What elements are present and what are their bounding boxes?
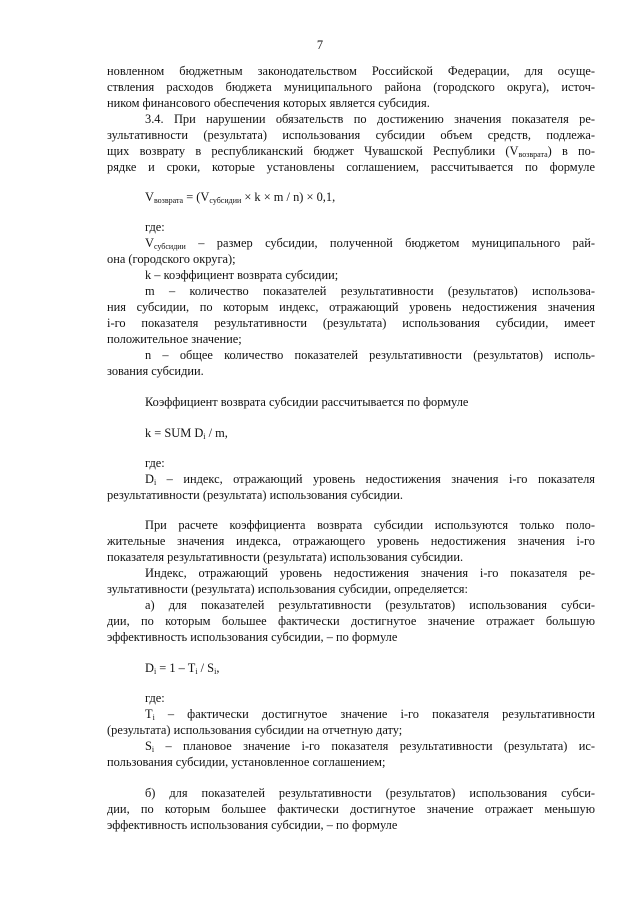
where-label: где:: [145, 456, 165, 470]
text-line: положительное значение;: [107, 332, 242, 346]
text-line: (результата) использования субсидии на отчетную дату;: [107, 723, 403, 737]
text-line: б) для показателей результативности (результатов) использования субси-: [145, 786, 595, 800]
text-line: эффективность использования субсидии, – по формуле: [107, 630, 398, 644]
text-line: эффективность использования субсидии, – по формуле: [107, 818, 398, 832]
text-line: а) для показателей результативности (результатов) использования субси-: [145, 598, 595, 612]
formula-k: k = SUM $D_i$ / m,: [145, 426, 228, 441]
text-line: $V_{субсидии}$ – размер субсидии, полученной бюджетом муниципального рай-: [145, 236, 595, 251]
text-line: зультативности (результата) использования субсидии, определяется:: [107, 582, 468, 596]
text-line: показателя результативности (результата) использования субсидии.: [107, 550, 464, 564]
text-line: ником финансового обеспечения которых является субсидия.: [107, 96, 430, 110]
text-line: результативности (результата) использования субсидии.: [107, 488, 403, 502]
text-line: зультативности (результата) использования субсидии объем средств, подлежа-: [107, 128, 595, 142]
text-line: рядке и сроки, которые установлены соглашением, рассчитывается по формуле: [107, 160, 595, 174]
text-line: i-го показателя результативности (результата) использования субсидии, имеет: [107, 316, 595, 330]
formula-d: $D_i = 1 - T_i / S_i$,: [145, 661, 220, 676]
page-number: 7: [316, 38, 324, 52]
text-line: дии, по которым большее фактически достигнутое значение отражает меньшую: [107, 802, 595, 816]
text-line: зования субсидии.: [107, 364, 204, 378]
text-line: пользования субсидии, установленное соглашением;: [107, 755, 386, 769]
text-line: $T_i$ – фактически достигнутое значение i-го показателя результативности: [145, 707, 595, 722]
where-label: где:: [145, 691, 165, 705]
text-line: $S_i$ – плановое значение i-го показателя результативности (результата) ис-: [145, 739, 595, 754]
text-line: она (городского округа);: [107, 252, 236, 266]
text-line: Коэффициент возврата субсидии рассчитывается по формуле: [145, 395, 469, 409]
formula-v-vozvrata: $V_{возврата} = (V_{субсидии} \times k \times m / n) \times 0,1$,: [145, 190, 336, 205]
text-line: m – количество показателей результативности (результатов) использова-: [145, 284, 595, 298]
where-label: где:: [145, 220, 165, 234]
text-line: щих возврату в республиканский бюджет Чувашской Республики $(V_{возврата})$ в по-: [107, 144, 596, 159]
text-line: 3.4. При нарушении обязательств по достижению значения показателя ре-: [145, 112, 595, 126]
text-line: n – общее количество показателей результативности (результатов) исполь-: [145, 348, 595, 362]
text-line: дии, по которым большее фактически достигнутое значение отражает большую: [107, 614, 595, 628]
text-line: жительные значения индекса, отражающего уровень недостижения значения i-го: [107, 534, 595, 548]
text-line: ния субсидии, по которым индекс, отражающий уровень недостижения значения: [107, 300, 595, 314]
text-line: ствления расходов бюджета муниципального района (городского округа), источ-: [107, 80, 595, 94]
text-line: $D_i$ – индекс, отражающий уровень недостижения значения i-го показателя: [145, 472, 595, 487]
text-line: Индекс, отражающий уровень недостижения значения i-го показателя ре-: [145, 566, 595, 580]
text-line: k – коэффициент возврата субсидии;: [145, 268, 339, 282]
text-line: При расчете коэффициента возврата субсидии используются только поло-: [145, 518, 595, 532]
text-line: новленном бюджетным законодательством Российской Федерации, для осуще-: [107, 64, 595, 78]
